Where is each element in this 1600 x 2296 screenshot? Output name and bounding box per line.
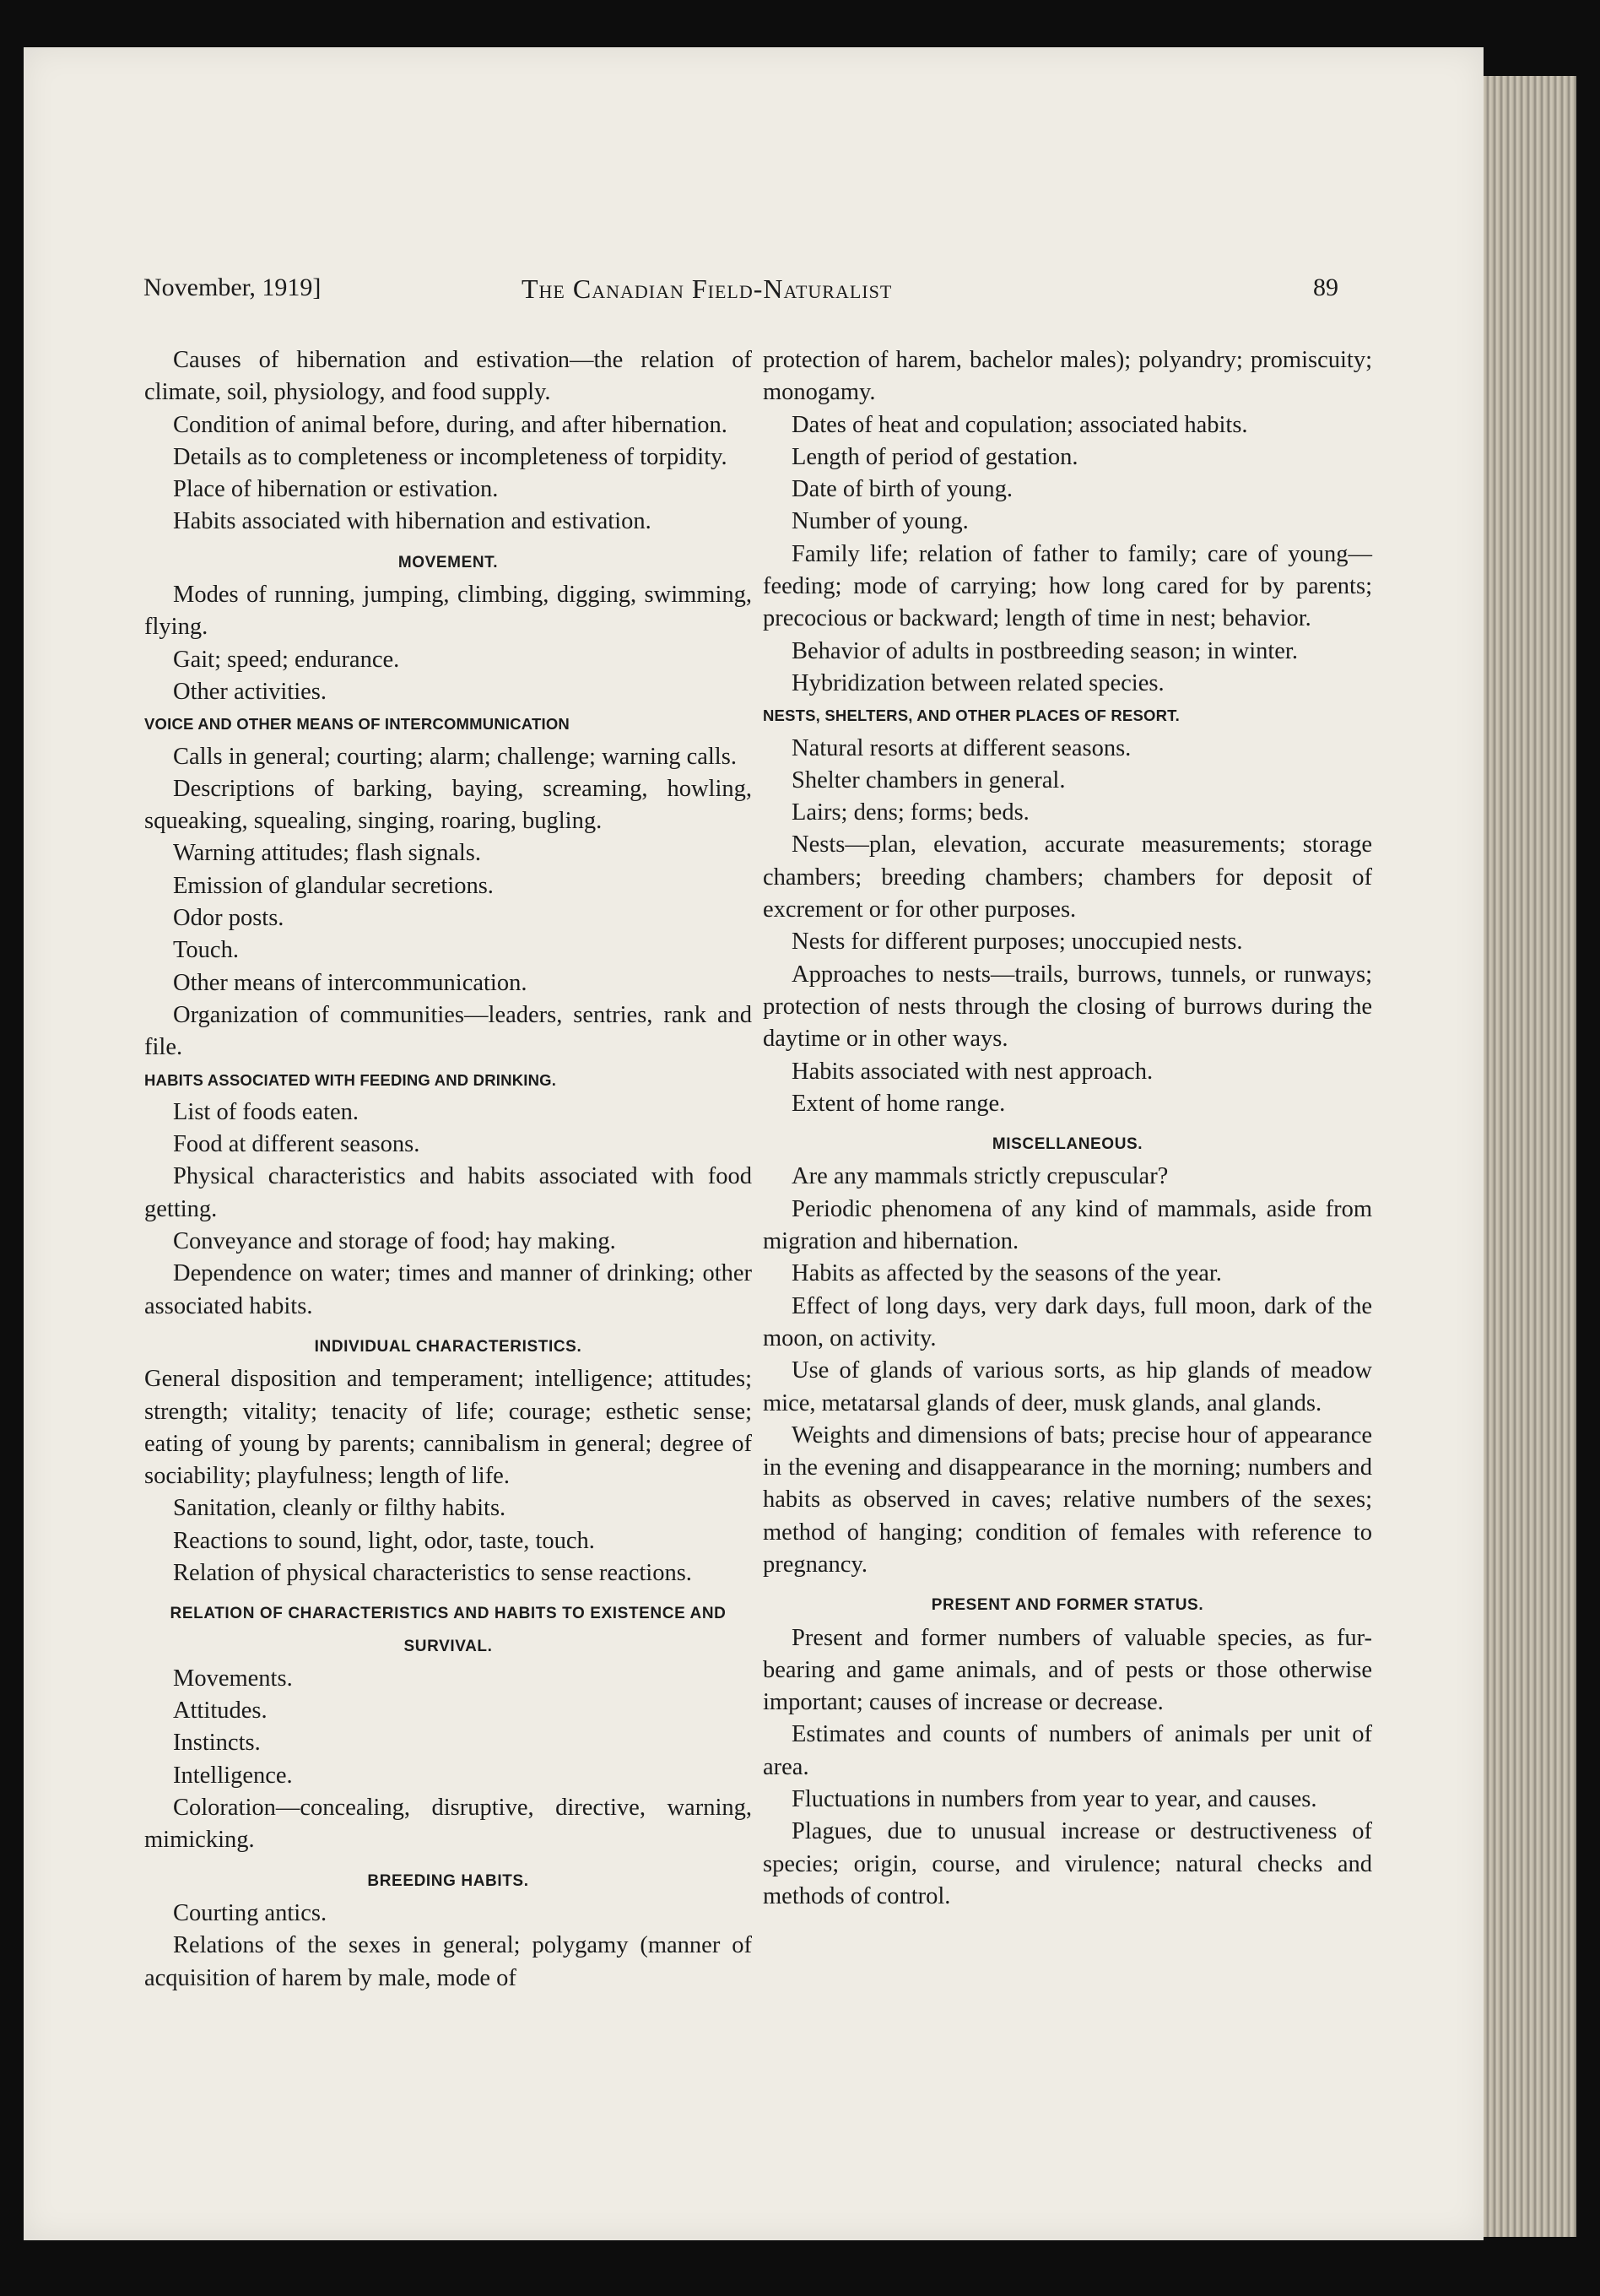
paragraph: Estimates and counts of numbers of animals per unit of area. [763,1721,1372,1780]
paragraph: Movements. [173,1665,293,1692]
paragraph: Touch. [173,937,239,964]
paragraph: Calls in general; courting; alarm; challenge; warning calls. [173,743,737,770]
paragraph: Hybridization between related species. [792,669,1165,696]
paragraph: Behavior of adults in postbreeding season; in winter. [792,637,1298,664]
paragraph: Periodic phenomena of any kind of mammals, aside from migration and hibernation. [763,1195,1372,1255]
left-column [144,344,752,1995]
paragraph: Use of glands of various sorts, as hip glands of meadow mice, metatarsal glands of deer, musk glands, anal glands. [763,1357,1372,1416]
paragraph: Food at different seasons. [173,1131,420,1158]
paragraph: Causes of hibernation and estivation—the relation of climate, soil, physiology, and food supply. [144,347,752,406]
paragraph: protection of harem, bachelor males); polyandry; promiscuity; monogamy. [763,347,1372,406]
paragraph: Relations of the sexes in general; polygamy (manner of acquisition of harem by male, mode of [144,1932,752,1991]
paragraph: Descriptions of barking, baying, screaming, howling, squeaking, squealing, singing, roaring, bugling. [144,775,752,835]
paragraph: Details as to completeness or incompleteness of torpidity. [173,443,727,470]
paragraph: Modes of running, jumping, climbing, digging, swimming, flying. [144,582,752,641]
paragraph: Natural resorts at different seasons. [792,734,1132,761]
paragraph: Number of young. [792,508,969,535]
paragraph: Gait; speed; endurance. [173,646,400,673]
section-heading: RELATION OF CHARACTERISTICS AND HABITS TO EXISTENCE AND SURVIVAL. [170,1605,727,1655]
paragraph: Plagues, due to unusual increase or destructiveness of species; origin, course, and virulence; natural checks and methods of control. [763,1818,1372,1909]
paragraph: General disposition and temperament; intelligence; attitudes; strength; vitality; tenacity of life; courage; esthetic sense; eating of young by parents; cannibalism in general; degree of sociability; playfulness; length of life. [144,1366,752,1490]
paragraph: Physical characteristics and habits associated with food getting. [144,1163,752,1222]
paragraph: Organization of communities—leaders, sentries, rank and file. [144,1001,752,1061]
paragraph: Weights and dimensions of bats; precise hour of appearance in the evening and disappearance in the morning; numbers and habits as observed in caves; relative numbers of the sexes; method of hanging; condition of females with reference to pregnancy. [763,1421,1372,1578]
paragraph: Odor posts. [173,905,284,932]
paragraph: Warning attitudes; flash signals. [173,840,481,867]
paragraph: Emission of glandular secretions. [173,872,494,899]
section-heading: BREEDING HABITS. [367,1871,529,1890]
paragraph: Shelter chambers in general. [792,766,1066,793]
book-page [24,47,1484,2240]
paragraph: Present and former numbers of valuable species, as fur-bearing and game animals, and of pests or those otherwise important; causes of increase or decrease. [763,1624,1372,1716]
paragraph: Conveyance and storage of food; hay making. [173,1228,616,1255]
paragraph: Other means of intercommunication. [173,969,527,996]
paragraph: Family life; relation of father to family; care of young—feeding; mode of carrying; how long cared for by parents; precocious or backward; length of time in nest; behavior. [763,540,1372,632]
paragraph: List of foods eaten. [173,1098,359,1125]
paragraph: Nests—plan, elevation, accurate measurements; storage chambers; breeding chambers; chambers for deposit of excrement or for other purposes. [763,831,1372,923]
section-heading: INDIVIDUAL CHARACTERISTICS. [314,1337,582,1356]
paragraph: Extent of home range. [792,1090,1006,1117]
paragraph: Dates of heat and copulation; associated habits. [792,411,1248,438]
paragraph: Lairs; dens; forms; beds. [792,799,1030,826]
paragraph: Other activities. [173,678,327,705]
paragraph: Dependence on water; times and manner of drinking; other associated habits. [144,1260,752,1319]
paragraph: Intelligence. [173,1762,293,1789]
paragraph: Habits associated with hibernation and estivation. [173,508,651,535]
section-heading: NESTS, SHELTERS, AND OTHER PLACES OF RESORT. [763,707,1180,725]
paragraph: Effect of long days, very dark days, full moon, dark of the moon, on activity. [763,1292,1372,1351]
paragraph: Attitudes. [173,1698,268,1725]
paragraph: Instincts. [173,1730,261,1757]
page-number: 89 [1313,273,1338,301]
paragraph: Fluctuations in numbers from year to year, and causes. [792,1786,1317,1813]
section-heading: PRESENT AND FORMER STATUS. [931,1596,1204,1615]
page-edges [1484,76,1576,2237]
paragraph: Coloration—concealing, disruptive, directive, warning, mimicking. [144,1795,752,1854]
journal-title: The Canadian Field-Naturalist [522,273,893,304]
section-heading: MISCELLANEOUS. [992,1135,1143,1154]
paragraph: Reactions to sound, light, odor, taste, touch. [173,1527,595,1554]
paragraph: Place of hibernation or estivation. [173,476,499,503]
running-header [24,273,1484,316]
section-heading: VOICE AND OTHER MEANS OF INTERCOMMUNICATION [144,715,570,734]
paragraph: Relation of physical characteristics to sense reactions. [173,1559,692,1586]
section-heading: MOVEMENT. [397,553,499,571]
paragraph: Courting antics. [173,1899,327,1926]
paragraph: Nests for different purposes; unoccupied nests. [792,929,1243,956]
paragraph: Length of period of gestation. [792,443,1078,470]
paragraph: Date of birth of young. [792,476,1013,503]
section-heading: HABITS ASSOCIATED WITH FEEDING AND DRINKING. [144,1070,557,1089]
paragraph: Habits associated with nest approach. [792,1058,1154,1085]
paragraph: Condition of animal before, during, and after hibernation. [173,411,727,438]
paragraph: Habits as affected by the seasons of the year. [792,1260,1222,1287]
paragraph: Sanitation, cleanly or filthy habits. [173,1495,506,1522]
paragraph: Are any mammals strictly crepuscular? [792,1163,1169,1190]
right-column [763,344,1372,1913]
issue-date: November, 1919] [143,273,322,301]
paragraph: Approaches to nests—trails, burrows, tunnels, or runways; protection of nests through the closing of burrows during the daytime or in other ways. [763,961,1372,1053]
